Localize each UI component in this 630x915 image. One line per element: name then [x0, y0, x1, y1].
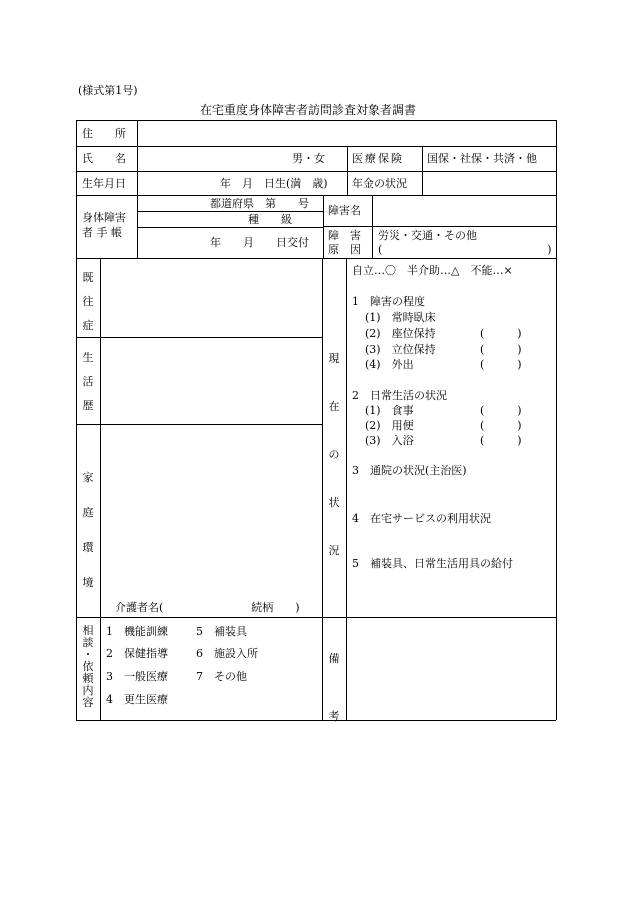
sex-choice: 男・女	[292, 152, 325, 165]
insurance-options: 国保・社保・共済・他	[427, 152, 537, 165]
remarks-label: 備 考	[328, 652, 340, 723]
status-paren: ( )	[480, 327, 522, 340]
status-paren: ( )	[480, 434, 522, 447]
handbook-issued: 年 月 日交付	[210, 236, 309, 249]
disability-degree-heading: 1 障害の程度	[352, 295, 425, 308]
handbook-label-1: 身体障害	[82, 211, 126, 224]
status-paren: ( )	[480, 419, 522, 432]
status-item: (1) 食事	[365, 404, 414, 417]
medical-history-label: 既 往 症	[82, 271, 94, 332]
form-title: 在宅重度身体障害者訪問診査対象者調書	[200, 103, 417, 117]
status-legend: 自立…〇 半介助…△ 不能…×	[352, 264, 513, 277]
cause-paren: ( )	[378, 243, 552, 256]
cause-label-1: 障 害	[328, 229, 361, 242]
caregiver-name: 介護者名( 続柄 )	[115, 601, 300, 614]
dob-label: 生年月日	[82, 177, 126, 190]
handbook-type: 種 級	[248, 213, 292, 226]
status-item: (3) 入浴	[365, 434, 414, 447]
home-service-heading: 4 在宅サービスの利用状況	[352, 512, 491, 525]
cause-label-2: 原 因	[328, 243, 361, 256]
status-paren: ( )	[480, 343, 522, 356]
family-environment-label: 家 庭 環 境	[82, 471, 94, 589]
handbook-label-2: 者 手 帳	[82, 226, 122, 239]
consult-item: 5 補装具	[196, 625, 247, 638]
name-label: 氏 名	[82, 152, 126, 165]
status-item: (4) 外出	[365, 358, 414, 371]
consult-item: 1 機能訓練	[106, 625, 168, 638]
disability-name-label: 障害名	[328, 204, 361, 217]
status-paren: ( )	[480, 358, 522, 371]
consult-item: 7 その他	[196, 670, 247, 683]
daily-life-heading: 2 日常生活の状況	[352, 389, 447, 402]
handbook-number: 都道府県 第 号	[210, 197, 309, 210]
life-history-label: 生 活 歴	[82, 351, 94, 412]
status-paren: ( )	[480, 404, 522, 417]
consult-item: 2 保健指導	[106, 647, 168, 660]
current-status-label: 現 在 の 状 況	[328, 352, 340, 557]
consult-item: 4 更生医療	[106, 693, 168, 706]
hospital-visit-heading: 3 通院の状況(主治医)	[352, 464, 467, 477]
equipment-heading: 5 補装具、日常生活用具の給付	[352, 557, 513, 570]
status-item: (3) 立位保持	[365, 343, 436, 356]
consult-item: 3 一般医療	[106, 670, 168, 683]
status-item: (2) 座位保持	[365, 327, 436, 340]
consultation-label: 相 談 ・ 依 頼 内 容	[82, 624, 94, 709]
dob-value: 年 月 日生(満 歳)	[220, 177, 328, 190]
address-label: 住 所	[82, 127, 126, 140]
status-item: (2) 用便	[365, 419, 414, 432]
consult-item: 6 施設入所	[196, 647, 258, 660]
status-item: (1) 常時臥床	[365, 311, 436, 324]
pension-label: 年金の状況	[352, 177, 407, 190]
form-number: (様式第1号)	[78, 84, 138, 97]
cause-options: 労災・交通・その他	[378, 229, 477, 242]
insurance-label: 医療保険	[352, 152, 404, 165]
